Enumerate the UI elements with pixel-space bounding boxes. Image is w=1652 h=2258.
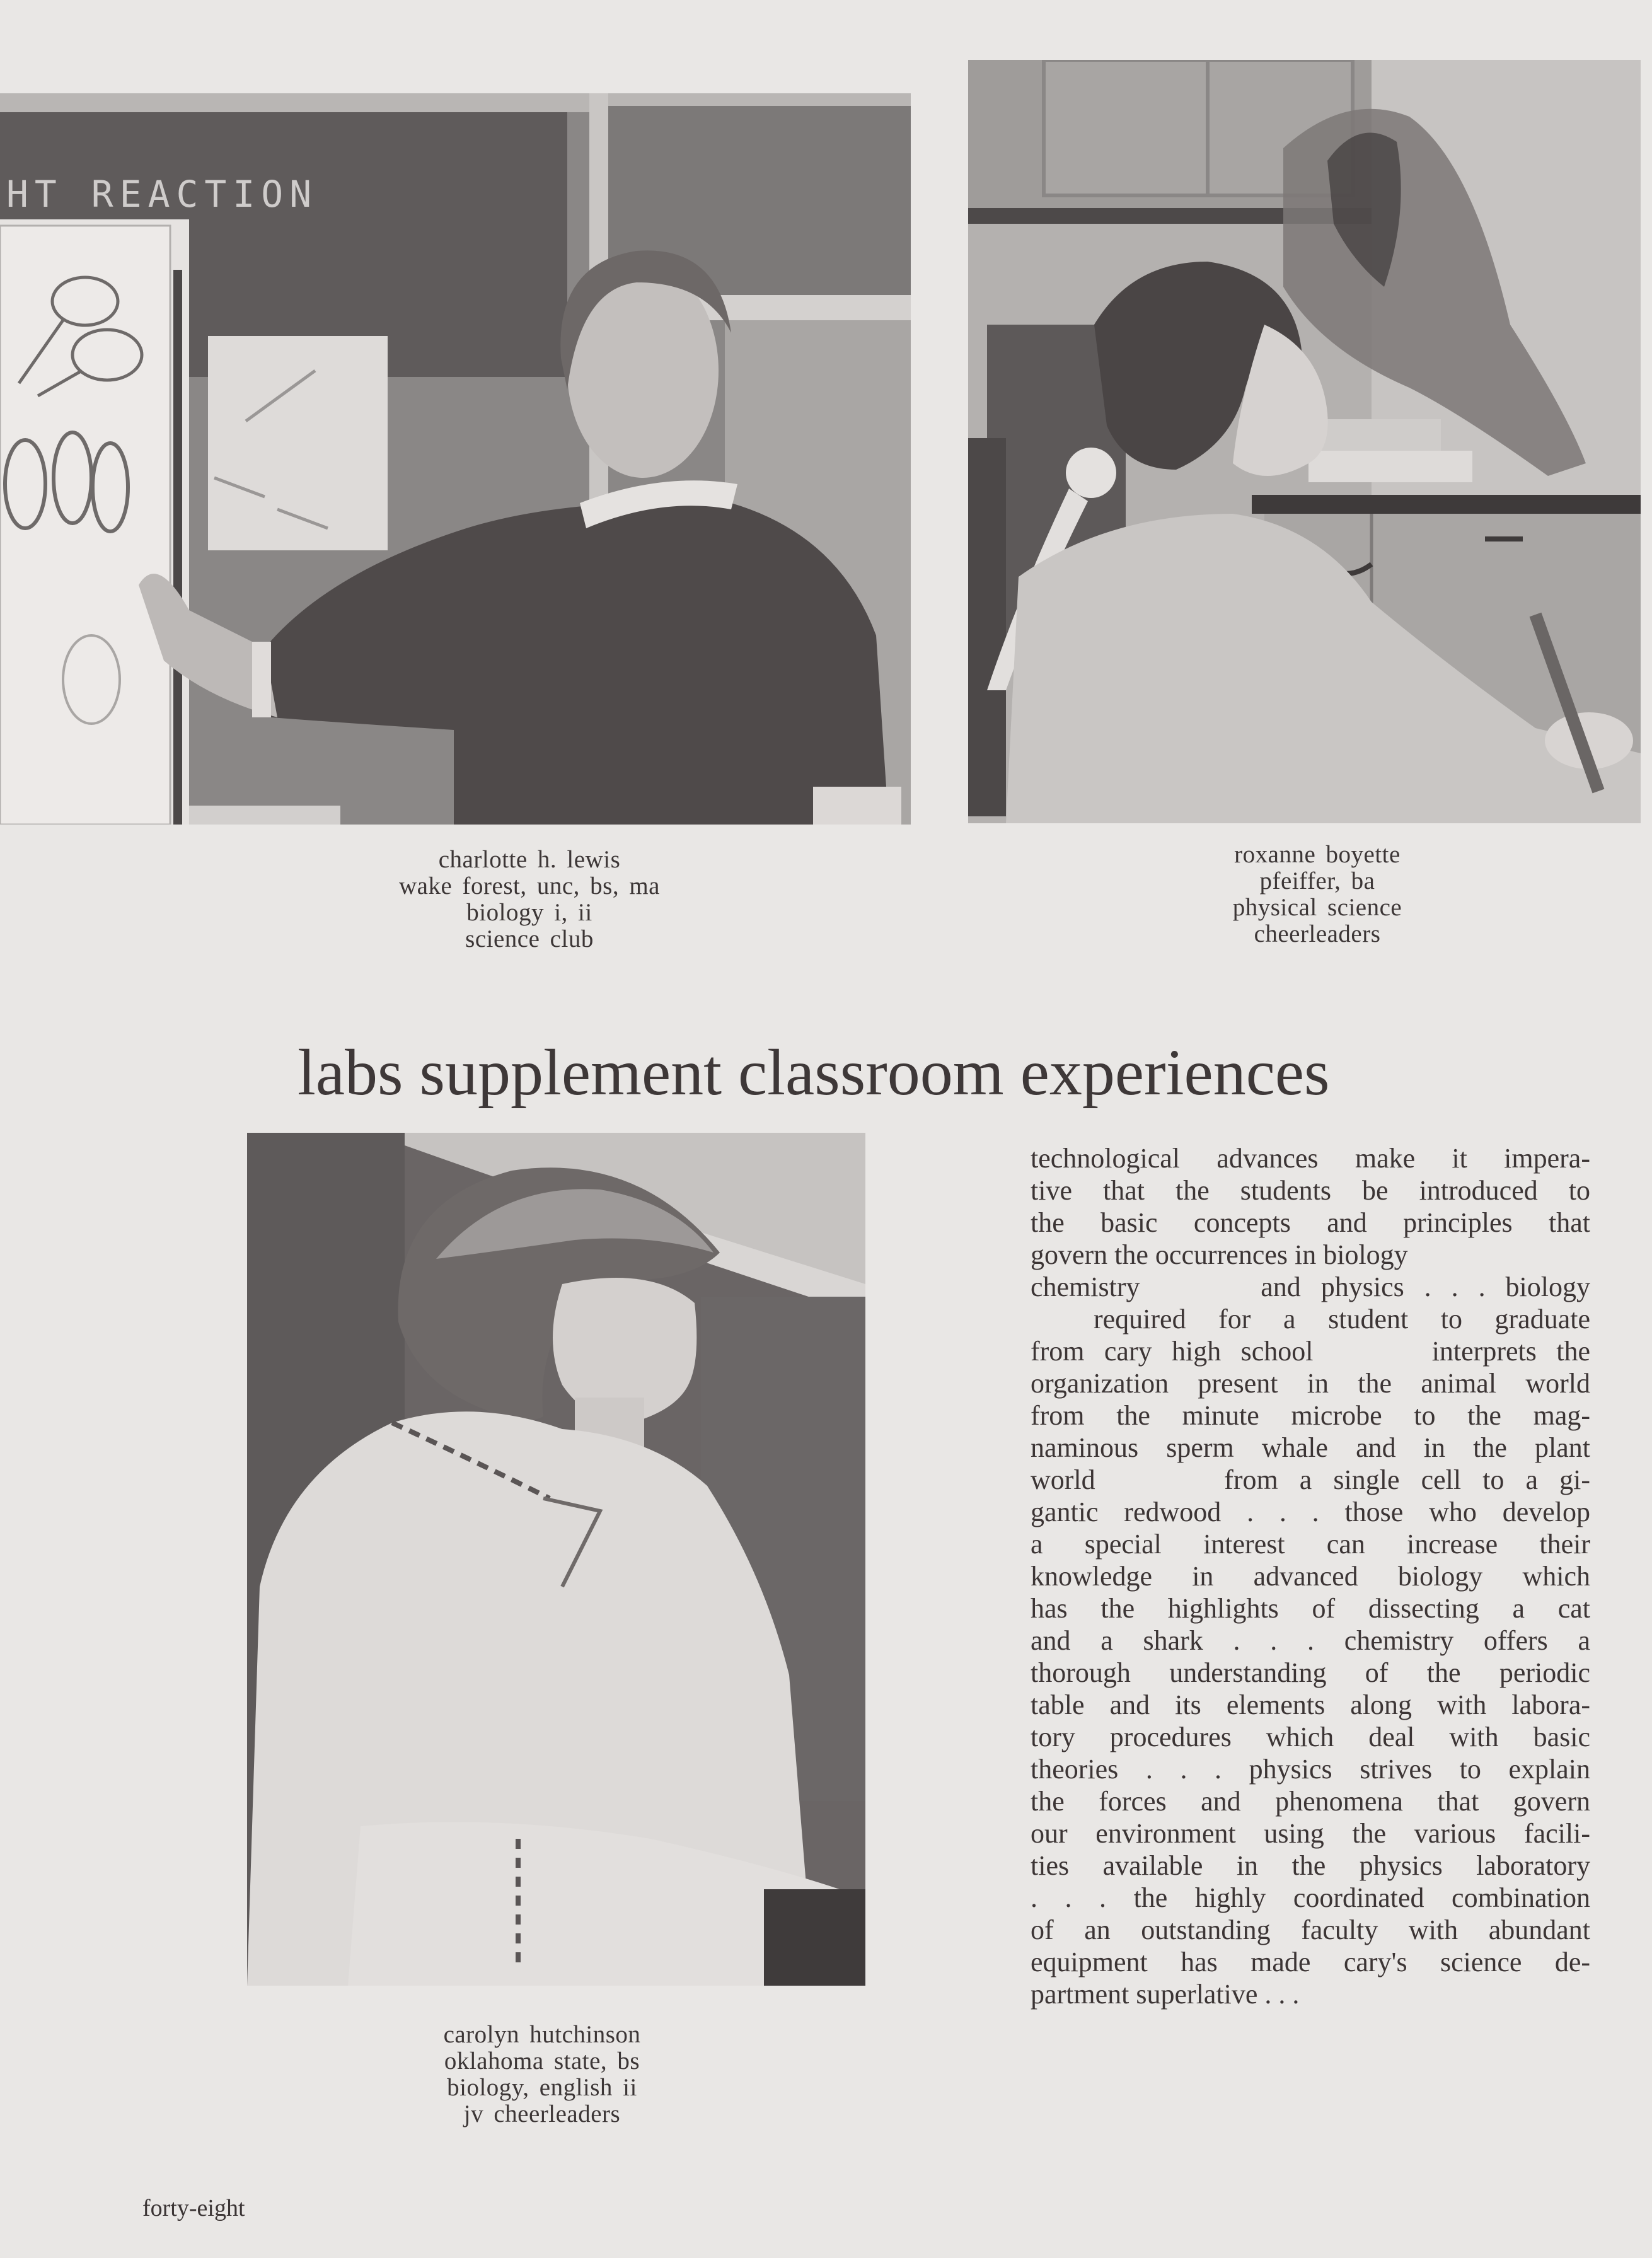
body-line: world from a single cell to a gi- bbox=[1031, 1464, 1590, 1495]
body-line: govern the occurrences in biology bbox=[1031, 1239, 1408, 1270]
caption-name: roxanne boyette bbox=[1234, 841, 1401, 868]
body-line: thorough understanding of the periodic bbox=[1031, 1657, 1590, 1688]
caption-charlotte-lewis bbox=[353, 847, 706, 952]
body-line: . . . the highly coordinated combination bbox=[1031, 1882, 1590, 1913]
caption-education: oklahoma state, bs bbox=[444, 2047, 640, 2075]
body-line: from cary high school interprets the bbox=[1031, 1336, 1590, 1367]
caption-subjects: physical science bbox=[1232, 894, 1402, 921]
body-line: from the minute microbe to the mag- bbox=[1031, 1400, 1590, 1431]
photo-roxanne-boyette bbox=[968, 60, 1641, 823]
photo-lewis-image bbox=[0, 93, 911, 825]
body-line: required for a student to graduate bbox=[1094, 1304, 1590, 1335]
body-line: a special interest can increase their bbox=[1031, 1529, 1590, 1560]
photo-charlotte-lewis bbox=[0, 93, 911, 825]
caption-subjects: biology i, ii bbox=[466, 899, 592, 926]
body-line: the basic concepts and principles that bbox=[1031, 1207, 1590, 1238]
caption-name: charlotte h. lewis bbox=[438, 846, 621, 873]
body-line: tive that the students be introduced to bbox=[1031, 1175, 1590, 1206]
body-line: knowledge in advanced biology which bbox=[1031, 1561, 1590, 1592]
photo-hutchinson-image bbox=[247, 1133, 865, 1986]
body-line: table and its elements along with labora- bbox=[1031, 1689, 1590, 1720]
body-line: has the highlights of dissecting a cat bbox=[1031, 1593, 1590, 1624]
body-line: ties available in the physics laboratory bbox=[1031, 1850, 1590, 1881]
body-line: chemistry and physics . . . biology bbox=[1031, 1271, 1590, 1302]
article-body bbox=[1031, 1142, 1590, 2010]
body-line: gantic redwood . . . those who develop bbox=[1031, 1497, 1590, 1527]
body-line: partment superlative . . . bbox=[1031, 1979, 1300, 2010]
body-line: naminous sperm whale and in the plant bbox=[1031, 1432, 1590, 1463]
caption-education: pfeiffer, ba bbox=[1259, 867, 1375, 895]
body-line: the forces and phenomena that govern bbox=[1031, 1786, 1590, 1817]
caption-name: carolyn hutchinson bbox=[443, 2021, 641, 2048]
caption-education: wake forest, unc, bs, ma bbox=[399, 872, 660, 900]
body-line: theories . . . physics strives to explain bbox=[1031, 1754, 1590, 1785]
page-headline: labs supplement classroom experiences bbox=[297, 1036, 1330, 1109]
body-line: technological advances make it impera- bbox=[1031, 1143, 1590, 1174]
body-line: of an outstanding faculty with abundant bbox=[1031, 1914, 1590, 1945]
body-line: equipment has made cary's science de- bbox=[1031, 1947, 1590, 1977]
body-line: organization present in the animal world bbox=[1031, 1368, 1590, 1399]
body-line: and a shark . . . chemistry offers a bbox=[1031, 1625, 1590, 1656]
body-line: tory procedures which deal with basic bbox=[1031, 1722, 1590, 1752]
caption-activities: jv cheerleaders bbox=[463, 2100, 621, 2128]
page-number: forty-eight bbox=[142, 2195, 245, 2221]
caption-activities: science club bbox=[465, 925, 594, 952]
caption-activities: cheerleaders bbox=[1254, 920, 1381, 947]
photo-carolyn-hutchinson bbox=[247, 1133, 865, 1986]
caption-subjects: biology, english ii bbox=[447, 2074, 637, 2101]
photo-boyette-image bbox=[968, 60, 1641, 823]
caption-carolyn-hutchinson bbox=[403, 2022, 681, 2128]
chalkboard-sign-text: HT REACTION bbox=[6, 173, 318, 216]
caption-roxanne-boyette bbox=[1172, 842, 1462, 947]
body-line: our environment using the various facili- bbox=[1031, 1818, 1590, 1849]
